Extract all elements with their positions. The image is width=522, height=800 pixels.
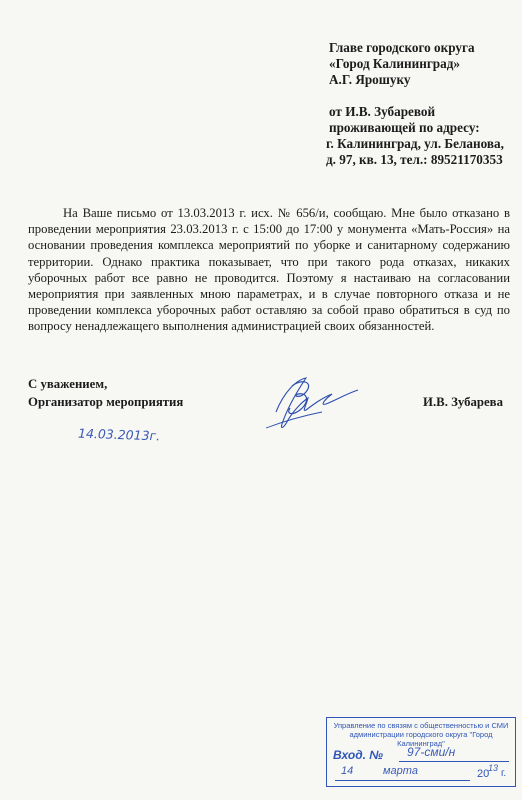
recipient-block — [329, 40, 475, 88]
stamp-organization: Управление по связям с общественностью и СМИ администрации городского округа "Город Калининград" — [333, 721, 509, 748]
body-paragraph-text: На Ваше письмо от 13.03.2013 г. исх. № 656/и, сообщаю. Мне было отказано в проведении мероприятия 23.03.2013 г. с 15:00 до 17:00 у монумента «Мать-Россия» на основании проведения комплекса мероприятий по уборке и санитарному содержанию территории. Однако практика показывает, что при такого рода отказах, никаких уборочных работ все равно не проводится. Поэтому я настаиваю на согласовании мероприятия при заявленных мною параметрах, и в случае повторного отказа и не проведении комплекса уборочных работ оставляю за собой право обратиться в суд по вопросу ненадлежащего выполнения администрацией своих обязанностей. — [28, 206, 510, 334]
stamp-number-underline — [399, 761, 509, 762]
stamp-incoming-label: Вход. № — [333, 748, 384, 762]
recipient-line-1: Главе городского округа — [329, 40, 475, 55]
letter-body — [28, 205, 510, 335]
signatory-name: И.В. Зубарева — [423, 395, 503, 409]
closing-block — [28, 376, 183, 410]
sender-line-1: от И.В. Зубаревой — [329, 104, 436, 119]
handwritten-date: 14.03.2013г. — [77, 425, 161, 444]
closing-regards: С уважением, — [28, 377, 108, 391]
recipient-line-2: «Город Калининград» — [329, 56, 461, 71]
sender-line-4: д. 97, кв. 13, тел.: 89521170353 — [326, 152, 503, 167]
stamp-incoming-number: 97-сми/н — [407, 745, 456, 759]
sender-line-3: г. Калининград, ул. Беланова, — [326, 136, 504, 151]
stamp-day: 14 — [341, 765, 354, 777]
sender-line-2: проживающей по адресу: — [329, 120, 480, 135]
stamp-month: марта — [383, 765, 418, 777]
stamp-year-suffix: г. — [501, 768, 507, 779]
stamp-date-underline — [335, 780, 470, 781]
closing-title: Организатор мероприятия — [28, 395, 184, 409]
stamp-year-prefix: 20 — [477, 768, 490, 780]
handwritten-signature — [262, 372, 362, 434]
sender-block — [318, 104, 504, 168]
stamp-year-handwritten: 13 — [488, 763, 499, 773]
recipient-line-3: А.Г. Ярошуку — [329, 72, 411, 87]
body-paragraph — [28, 205, 510, 335]
incoming-registration-stamp — [326, 717, 516, 787]
